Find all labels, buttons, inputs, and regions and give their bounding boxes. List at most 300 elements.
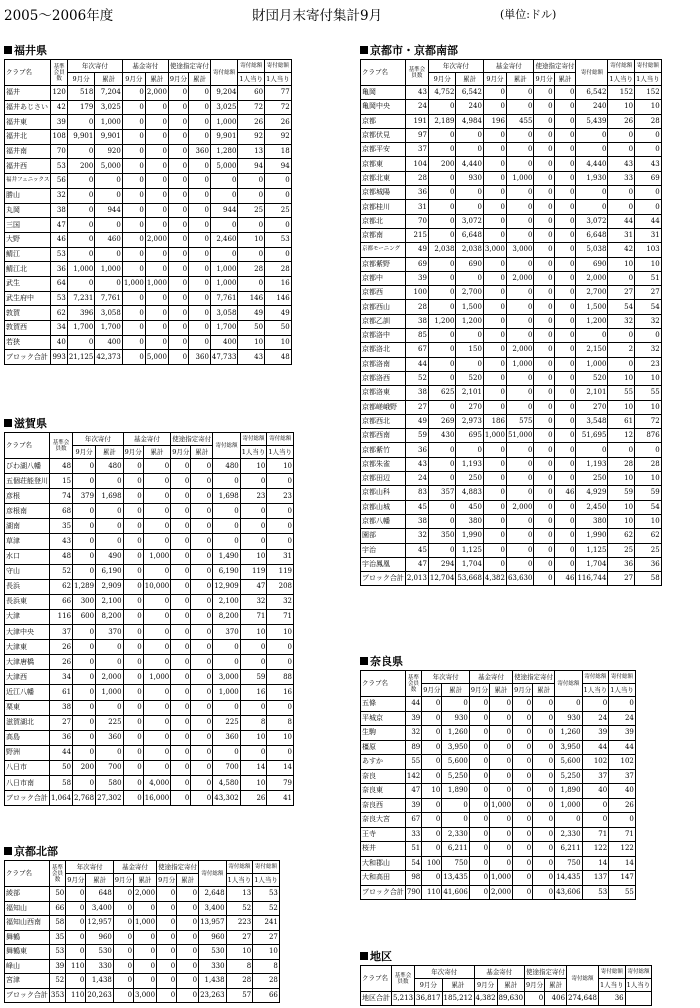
table-row	[5, 901, 280, 916]
value-cell: 31	[267, 549, 294, 564]
value-cell: 55	[635, 386, 662, 400]
value-cell: 0	[265, 174, 292, 189]
club-name: 鯖江	[5, 247, 51, 262]
value-cell: 10	[635, 371, 662, 385]
value-cell: 0	[490, 711, 513, 726]
value-cell: 13	[226, 887, 253, 902]
club-name: 水口	[5, 549, 50, 564]
value-cell: 0	[267, 519, 294, 534]
col-annual: 年次寄付	[422, 671, 470, 684]
value-cell: 0	[171, 489, 191, 504]
value-cell: 116,744	[576, 572, 608, 586]
section-title	[360, 950, 392, 964]
value-cell: 0	[534, 271, 554, 285]
value-cell: 0	[213, 519, 241, 534]
value-cell: 0	[428, 443, 456, 457]
value-cell: 8	[226, 959, 253, 974]
value-cell: 23,263	[199, 988, 227, 1003]
value-cell: 27	[50, 715, 73, 730]
value-cell: 5,600	[442, 755, 470, 770]
value-cell: 0	[171, 609, 191, 624]
club-name: 京都城陽	[361, 186, 406, 200]
value-cell: 10	[608, 100, 635, 114]
value-cell: 930	[555, 711, 583, 726]
value-cell: 10	[265, 335, 292, 350]
value-cell: 3,072	[576, 214, 608, 228]
value-cell: 74	[50, 489, 73, 504]
value-cell: 5,000	[145, 350, 168, 365]
value-cell: 0	[608, 357, 635, 371]
value-cell: 10	[608, 514, 635, 528]
value-cell: 0	[513, 842, 533, 857]
value-cell: 71	[582, 827, 609, 842]
table-row	[5, 685, 294, 700]
value-cell: 0	[67, 335, 95, 350]
value-cell: 530	[86, 945, 114, 960]
club-name: 京都洛南	[361, 357, 406, 371]
value-cell: 0	[113, 916, 133, 931]
value-cell: 0	[534, 86, 554, 100]
value-cell: 0	[490, 726, 513, 741]
value-cell: 0	[490, 740, 513, 755]
table-row	[361, 755, 636, 770]
value-cell: 1,698	[96, 489, 124, 504]
value-cell: 0	[96, 745, 124, 760]
club-name: 武生	[5, 276, 51, 291]
club-name: 峰山	[5, 959, 50, 974]
club-name: 奈良大宮	[361, 813, 406, 828]
value-cell: 61	[608, 414, 635, 428]
value-cell: 0	[171, 745, 191, 760]
value-cell: 1,260	[442, 726, 470, 741]
value-cell: 51	[635, 271, 662, 285]
value-cell: 7,204	[95, 86, 123, 101]
value-cell: 5,439	[576, 114, 608, 128]
value-cell: 0	[483, 529, 506, 543]
value-cell: 0	[533, 871, 555, 886]
value-cell: 71	[240, 609, 267, 624]
value-cell: 46	[554, 572, 576, 586]
value-cell: 10	[635, 400, 662, 414]
club-name: 五個荘能登川	[5, 474, 50, 489]
value-cell: 0	[608, 443, 635, 457]
value-cell: 3,025	[95, 100, 123, 115]
value-cell: 10	[267, 730, 294, 745]
value-cell: 360	[189, 144, 211, 159]
value-cell: 0	[191, 745, 213, 760]
value-cell: 77	[265, 86, 292, 101]
value-cell: 0	[73, 685, 96, 700]
section-title	[4, 417, 47, 431]
value-cell: 52	[226, 901, 253, 916]
value-cell: 48	[265, 350, 292, 365]
value-cell: 0	[554, 400, 576, 414]
table-row	[361, 114, 662, 128]
value-cell: 46	[51, 232, 67, 247]
col-per-person-a: 1人当り	[582, 684, 609, 697]
value-cell: 0	[555, 813, 583, 828]
value-cell: 2,101	[576, 386, 608, 400]
value-cell: 240	[456, 100, 484, 114]
club-name: 滋賀湖北	[5, 715, 50, 730]
value-cell: 0	[189, 203, 211, 218]
value-cell: 430	[428, 429, 456, 443]
value-cell: 104	[405, 157, 428, 171]
club-name: 五條	[361, 697, 406, 712]
value-cell: 108	[51, 130, 67, 145]
value-cell: 0	[582, 798, 609, 813]
value-cell: 3,400	[86, 901, 114, 916]
value-cell: 1,700	[210, 321, 238, 336]
value-cell: 6,542	[456, 86, 484, 100]
value-cell: 0	[238, 276, 265, 291]
value-cell: 0	[134, 930, 157, 945]
col-members: 基準会員数	[49, 861, 65, 887]
col-annual: 年次寄付	[428, 60, 483, 73]
value-cell: 0	[240, 640, 267, 655]
value-cell: 0	[635, 200, 662, 214]
value-cell: 0	[534, 400, 554, 414]
col-cumulative: 累計	[191, 446, 213, 459]
club-name: 京都嵯峨野	[361, 400, 406, 414]
table-row	[5, 760, 294, 775]
value-cell: 0	[171, 730, 191, 745]
col-cumulative: 累計	[490, 684, 513, 697]
value-cell: 14	[609, 856, 636, 871]
donation-table	[4, 860, 280, 1003]
value-cell: 0	[143, 474, 171, 489]
value-cell: 700	[213, 760, 241, 775]
value-cell: 0	[506, 457, 534, 471]
club-name: 宮津	[5, 974, 50, 989]
table-row	[361, 443, 662, 457]
value-cell: 0	[267, 474, 294, 489]
value-cell: 3,000	[213, 670, 241, 685]
club-name: 守山	[5, 564, 50, 579]
value-cell: 102	[582, 755, 609, 770]
table-row	[361, 543, 662, 557]
value-cell: 0	[469, 827, 489, 842]
value-cell: 0	[123, 775, 143, 790]
value-cell: 0	[189, 218, 211, 233]
value-cell: 1,125	[456, 543, 484, 557]
value-cell: 0	[73, 504, 96, 519]
col-cumulative: 累計	[456, 73, 484, 86]
value-cell: 0	[534, 329, 554, 343]
col-designated: 使途指定寄付	[513, 671, 555, 684]
value-cell: 0	[483, 271, 506, 285]
value-cell: 0	[554, 371, 576, 385]
table-row	[361, 769, 636, 784]
table-row	[361, 86, 662, 100]
col-per-person-a: 1人当り	[238, 73, 265, 86]
col-month: 9月分	[171, 446, 191, 459]
value-cell: 0	[67, 174, 95, 189]
value-cell: 147	[609, 871, 636, 886]
value-cell: 26	[238, 115, 265, 130]
col-month: 9月分	[157, 874, 177, 887]
value-cell: 0	[67, 203, 95, 218]
value-cell: 66	[50, 594, 73, 609]
value-cell: 10	[608, 257, 635, 271]
value-cell: 0	[608, 186, 635, 200]
col-month: 9月分	[469, 684, 489, 697]
value-cell: 0	[143, 700, 171, 715]
col-month: 9月分	[474, 979, 497, 992]
value-cell: 1,000	[210, 115, 238, 130]
col-total: 寄付総額	[555, 671, 583, 697]
table-row	[361, 572, 662, 586]
value-cell: 0	[123, 700, 143, 715]
value-cell: 215	[405, 228, 428, 242]
table-row	[5, 974, 280, 989]
value-cell: 37	[405, 143, 428, 157]
value-cell: 0	[213, 534, 241, 549]
value-cell: 0	[428, 286, 456, 300]
value-cell: 0	[191, 700, 213, 715]
value-cell: 0	[113, 901, 133, 916]
value-cell: 0	[96, 655, 124, 670]
value-cell: 2,000	[490, 885, 513, 900]
value-cell: 0	[123, 685, 143, 700]
value-cell: 0	[554, 529, 576, 543]
club-name: 京都朱雀	[361, 457, 406, 471]
value-cell: 0	[554, 100, 576, 114]
club-name: 京都北東	[361, 171, 406, 185]
club-name: 京都伏見	[361, 128, 406, 142]
value-cell: 0	[67, 144, 95, 159]
value-cell: 10	[608, 371, 635, 385]
value-cell: 26	[240, 791, 267, 806]
value-cell: 43	[635, 157, 662, 171]
value-cell: 179	[67, 100, 95, 115]
value-cell: 0	[123, 549, 143, 564]
table-row	[5, 174, 292, 189]
value-cell: 50	[265, 321, 292, 336]
value-cell: 0	[483, 500, 506, 514]
col-cumulative: 累計	[554, 73, 576, 86]
value-cell: 2,000	[134, 887, 157, 902]
value-cell: 58	[49, 916, 65, 931]
col-month: 9月分	[428, 73, 456, 86]
section-title-text: 京都北部	[14, 845, 58, 858]
table-row	[5, 86, 292, 101]
value-cell: 0	[576, 200, 608, 214]
value-cell: 1,000	[143, 549, 171, 564]
value-cell: 0	[177, 901, 199, 916]
value-cell: 41,606	[442, 885, 470, 900]
col-cumulative: 累計	[145, 73, 168, 86]
club-name: 京都モーニング	[361, 243, 406, 257]
value-cell: 0	[143, 594, 171, 609]
value-cell: 152	[608, 86, 635, 100]
value-cell: 0	[534, 143, 554, 157]
value-cell: 0	[513, 711, 533, 726]
club-name: 亀岡中央	[361, 100, 406, 114]
value-cell: 0	[189, 306, 211, 321]
value-cell: 0	[143, 760, 171, 775]
col-cumulative: 累計	[96, 446, 124, 459]
value-cell: 0	[168, 291, 188, 306]
value-cell: 68	[50, 504, 73, 519]
table-row	[361, 784, 636, 799]
value-cell: 43	[608, 157, 635, 171]
value-cell: 0	[157, 901, 177, 916]
table-row	[361, 429, 662, 443]
value-cell: 0	[96, 519, 124, 534]
value-cell: 0	[189, 247, 211, 262]
value-cell: 0	[95, 188, 123, 203]
value-cell: 0	[554, 257, 576, 271]
value-cell: 944	[210, 203, 238, 218]
value-cell: 0	[123, 534, 143, 549]
value-cell: 5,600	[555, 755, 583, 770]
value-cell: 69	[635, 171, 662, 185]
value-cell: 103	[635, 243, 662, 257]
value-cell: 8	[253, 959, 280, 974]
club-name: ブロック合計	[5, 988, 50, 1003]
value-cell: 0	[483, 228, 506, 242]
value-cell: 27,302	[96, 791, 124, 806]
value-cell: 44	[405, 697, 421, 712]
value-cell: 0	[145, 159, 168, 174]
table-row	[361, 200, 662, 214]
value-cell: 0	[554, 557, 576, 571]
table-row	[361, 472, 662, 486]
value-cell: 0	[240, 504, 267, 519]
value-cell: 0	[554, 200, 576, 214]
value-cell: 13,435	[442, 871, 470, 886]
club-name: 京都西南	[361, 429, 406, 443]
col-total: 寄付総額	[567, 966, 599, 992]
value-cell: 0	[122, 262, 145, 277]
club-name: 近江八幡	[5, 685, 50, 700]
value-cell: 10	[635, 472, 662, 486]
value-cell: 36	[51, 262, 67, 277]
value-cell: 1,990	[456, 529, 484, 543]
value-cell: 0	[534, 243, 554, 257]
col-members: 基準会員数	[51, 60, 67, 86]
value-cell: 31	[608, 228, 635, 242]
value-cell: 2,101	[456, 386, 484, 400]
value-cell: 44	[608, 214, 635, 228]
value-cell: 0	[490, 697, 513, 712]
value-cell: 44	[50, 745, 73, 760]
value-cell: 0	[422, 755, 442, 770]
table-row	[5, 291, 292, 306]
value-cell: 3,025	[210, 100, 238, 115]
value-cell: 26	[50, 640, 73, 655]
value-cell: 94	[238, 159, 265, 174]
value-cell: 0	[189, 188, 211, 203]
value-cell: 52	[253, 901, 280, 916]
col-per-person-b: 1人当り	[635, 73, 662, 86]
value-cell: 88	[267, 670, 294, 685]
table-row	[5, 306, 292, 321]
col-month: 9月分	[73, 446, 96, 459]
col-month: 9月分	[123, 446, 143, 459]
value-cell: 0	[171, 534, 191, 549]
value-cell: 44	[582, 740, 609, 755]
col-designated: 使途指定寄付	[168, 60, 210, 73]
table-row	[361, 697, 636, 712]
table-row	[5, 459, 294, 474]
value-cell: 0	[122, 321, 145, 336]
value-cell: 100	[422, 856, 442, 871]
value-cell: 0	[145, 144, 168, 159]
col-designated: 使途指定寄付	[534, 60, 576, 73]
value-cell: 63,630	[506, 572, 534, 586]
value-cell: 0	[609, 697, 636, 712]
value-cell: 0	[554, 128, 576, 142]
value-cell: 455	[506, 114, 534, 128]
square-bullet-icon	[4, 419, 12, 427]
value-cell: 300	[73, 594, 96, 609]
col-total: 寄付総額	[576, 60, 608, 86]
value-cell: 0	[506, 371, 534, 385]
unit-label: (単位:ドル)	[500, 8, 557, 21]
club-name: 舞鶴	[5, 930, 50, 945]
value-cell: 0	[123, 640, 143, 655]
value-cell: 12,704	[428, 572, 456, 586]
club-name: 橿原	[361, 740, 406, 755]
value-cell: 43	[238, 350, 265, 365]
table-row	[5, 203, 292, 218]
value-cell: 0	[456, 143, 484, 157]
value-cell: 45	[405, 543, 428, 557]
value-cell: 0	[66, 916, 86, 931]
value-cell: 0	[490, 755, 513, 770]
value-cell: 944	[95, 203, 123, 218]
value-cell: 14,435	[555, 871, 583, 886]
value-cell: 0	[145, 203, 168, 218]
value-cell: 0	[113, 930, 133, 945]
value-cell: 0	[534, 300, 554, 314]
value-cell: 0	[191, 625, 213, 640]
value-cell: 0	[66, 930, 86, 945]
value-cell: 1,490	[213, 549, 241, 564]
col-members: 基準会員数	[405, 671, 421, 697]
col-total-label-a: 寄付総額	[238, 60, 265, 73]
value-cell: 59	[608, 486, 635, 500]
value-cell: 8,200	[213, 609, 241, 624]
value-cell: 10	[240, 775, 267, 790]
value-cell: 49	[238, 306, 265, 321]
value-cell: 0	[123, 504, 143, 519]
col-cumulative: 累計	[189, 73, 211, 86]
table-row	[361, 228, 662, 242]
value-cell: 36	[635, 557, 662, 571]
club-name: 大津	[5, 609, 50, 624]
value-cell: 0	[483, 329, 506, 343]
value-cell: 70	[405, 214, 428, 228]
club-name: 大津中央	[5, 625, 50, 640]
value-cell: 0	[113, 974, 133, 989]
value-cell: 3,000	[506, 243, 534, 257]
value-cell: 0	[143, 640, 171, 655]
square-bullet-icon	[360, 657, 368, 665]
value-cell: 3,000	[134, 988, 157, 1003]
value-cell: 120	[51, 86, 67, 101]
col-month: 9月分	[483, 73, 506, 86]
value-cell: 0	[157, 945, 177, 960]
value-cell: 0	[123, 745, 143, 760]
value-cell: 625	[428, 386, 456, 400]
value-cell: 0	[428, 500, 456, 514]
value-cell: 0	[582, 813, 609, 828]
value-cell: 0	[483, 214, 506, 228]
value-cell: 0	[171, 625, 191, 640]
